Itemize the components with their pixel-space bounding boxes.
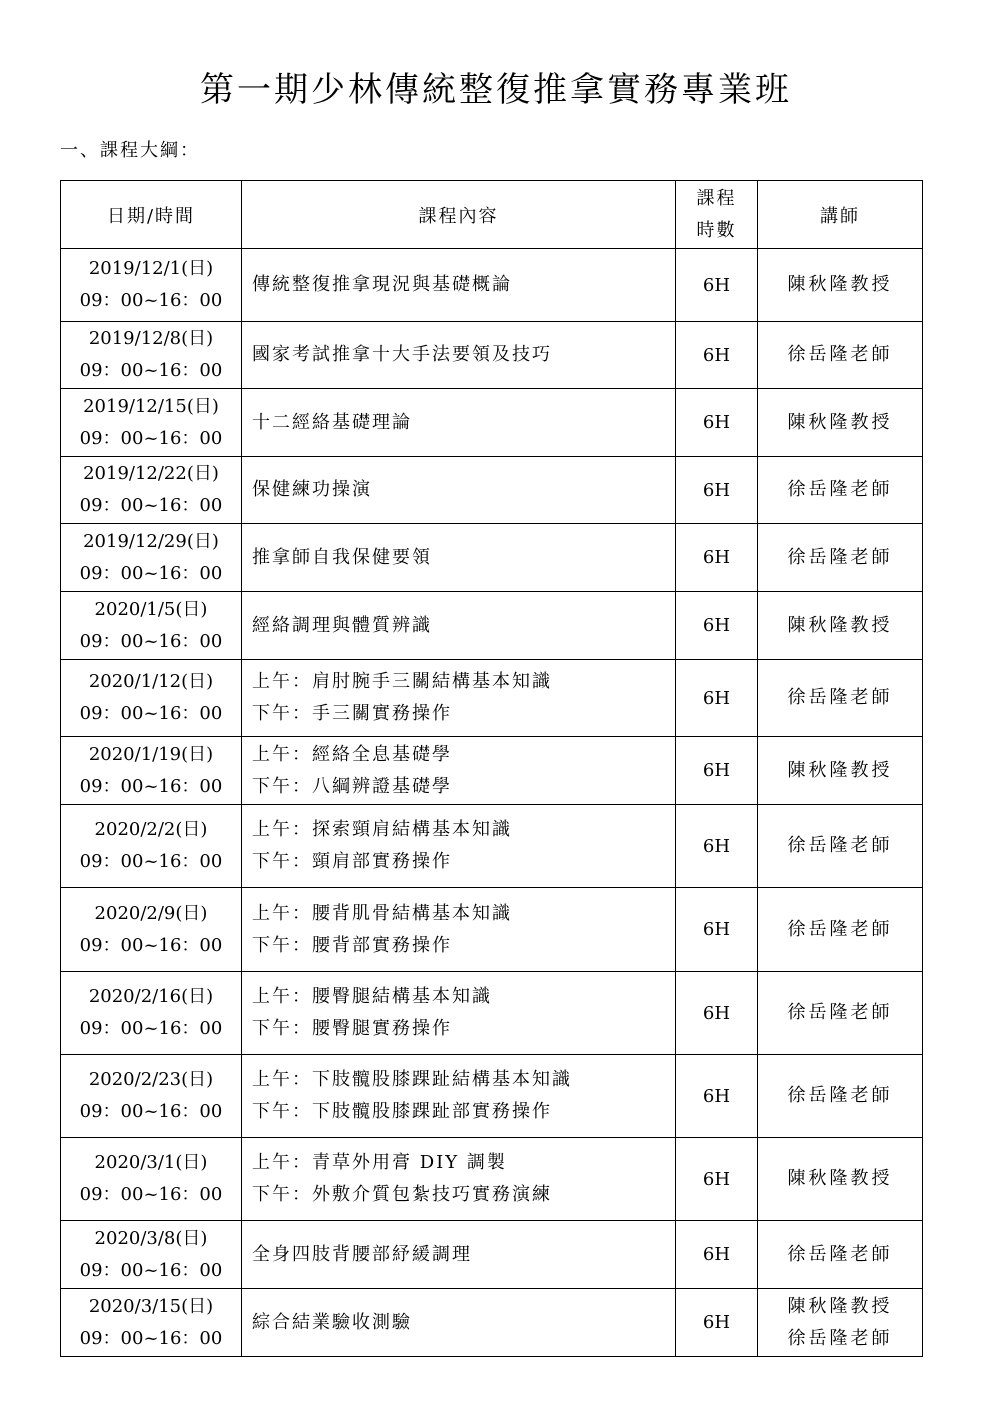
table-row bbox=[61, 737, 923, 805]
cell-date-time bbox=[61, 660, 242, 737]
cell-teacher bbox=[758, 322, 923, 389]
cell-teacher bbox=[758, 524, 923, 592]
table-row bbox=[61, 457, 923, 524]
cell-course-content bbox=[242, 389, 676, 457]
time-text: 09：00~16：00 bbox=[79, 775, 223, 797]
cell-hours: 6H bbox=[676, 1055, 758, 1138]
cell-date-time bbox=[61, 1138, 242, 1221]
cell-teacher bbox=[758, 1289, 923, 1357]
page-title: 第一期少林傳統整復推拿實務專業班 bbox=[200, 70, 792, 110]
date-text: 2019/12/29(日) bbox=[83, 530, 219, 552]
table-row bbox=[61, 972, 923, 1055]
date-text: 2019/12/8(日) bbox=[88, 328, 214, 349]
table-row bbox=[61, 1138, 923, 1221]
cell-teacher bbox=[758, 1055, 923, 1138]
course-line: 推拿師自我保健要領 bbox=[252, 546, 432, 568]
teacher-name: 徐岳隆老師 bbox=[787, 835, 893, 856]
course-line: 下午：腰臀腿實務操作 bbox=[252, 1018, 452, 1039]
teacher-name: 陳秋隆教授 bbox=[787, 614, 893, 636]
cell-teacher bbox=[758, 592, 923, 660]
time-text: 09：00~16：00 bbox=[79, 495, 223, 516]
cell-course-content bbox=[242, 972, 676, 1055]
cell-date-time bbox=[61, 972, 242, 1055]
teacher-name: 陳秋隆教授 bbox=[787, 759, 893, 781]
course-line: 下午：頸肩部實務操作 bbox=[252, 851, 452, 872]
cell-course-content bbox=[242, 249, 676, 322]
time-text: 09：00~16：00 bbox=[79, 1259, 223, 1281]
cell-hours: 6H bbox=[676, 592, 758, 660]
cell-hours: 6H bbox=[676, 1138, 758, 1221]
course-schedule-table bbox=[60, 180, 923, 1357]
teacher-name: 徐岳隆老師 bbox=[787, 1002, 893, 1023]
teacher-name: 陳秋隆教授 bbox=[787, 274, 893, 295]
cell-hours: 6H bbox=[676, 972, 758, 1055]
teacher-name: 徐岳隆老師 bbox=[787, 479, 893, 500]
table-header-row bbox=[61, 181, 923, 249]
cell-date-time bbox=[61, 1055, 242, 1138]
table-row bbox=[61, 322, 923, 389]
header-teacher: 講師 bbox=[758, 181, 923, 249]
cell-hours: 6H bbox=[676, 888, 758, 972]
table-row bbox=[61, 1289, 923, 1357]
cell-date-time bbox=[61, 1221, 242, 1289]
cell-date-time bbox=[61, 737, 242, 805]
cell-teacher bbox=[758, 737, 923, 805]
teacher-name: 徐岳隆老師 bbox=[787, 546, 893, 568]
date-text: 2020/3/8(日) bbox=[94, 1227, 208, 1249]
date-text: 2020/3/1(日) bbox=[94, 1152, 208, 1173]
header-date: 日期/時間 bbox=[61, 181, 242, 249]
cell-course-content bbox=[242, 1289, 676, 1357]
teacher-name: 徐岳隆老師 bbox=[787, 1243, 893, 1265]
header-hours-line2: 時數 bbox=[696, 219, 737, 241]
cell-course-content bbox=[242, 1055, 676, 1138]
teacher-name: 陳秋隆教授 bbox=[787, 1295, 893, 1317]
cell-teacher bbox=[758, 1138, 923, 1221]
cell-date-time bbox=[61, 322, 242, 389]
cell-course-content bbox=[242, 660, 676, 737]
cell-date-time bbox=[61, 592, 242, 660]
table-row bbox=[61, 1055, 923, 1138]
date-text: 2020/2/2(日) bbox=[94, 819, 208, 840]
teacher-name: 徐岳隆老師 bbox=[787, 687, 893, 708]
cell-teacher bbox=[758, 972, 923, 1055]
date-text: 2019/12/1(日) bbox=[88, 258, 214, 279]
cell-date-time bbox=[61, 805, 242, 888]
cell-hours: 6H bbox=[676, 457, 758, 524]
course-line: 上午：腰背肌骨結構基本知識 bbox=[252, 902, 512, 924]
course-line: 上午：探索頸肩結構基本知識 bbox=[252, 819, 512, 840]
cell-hours: 6H bbox=[676, 1221, 758, 1289]
header-hours-line1: 課程 bbox=[696, 187, 737, 209]
cell-teacher bbox=[758, 1221, 923, 1289]
section-heading: 一、課程大綱： bbox=[60, 140, 200, 161]
time-text: 09：00~16：00 bbox=[79, 427, 223, 449]
course-line: 上午：青草外用膏 DIY 調製 bbox=[252, 1152, 507, 1173]
time-text: 09：00~16：00 bbox=[79, 630, 223, 652]
cell-date-time bbox=[61, 888, 242, 972]
cell-date-time bbox=[61, 249, 242, 322]
cell-hours: 6H bbox=[676, 805, 758, 888]
course-line: 下午：下肢髖股膝踝趾部實務操作 bbox=[252, 1101, 552, 1122]
table-row bbox=[61, 524, 923, 592]
date-text: 2020/1/12(日) bbox=[88, 671, 214, 692]
date-text: 2019/12/15(日) bbox=[83, 395, 219, 417]
course-line: 十二經絡基礎理論 bbox=[252, 411, 412, 433]
cell-hours: 6H bbox=[676, 660, 758, 737]
cell-hours: 6H bbox=[676, 1289, 758, 1357]
course-line: 經絡調理與體質辨識 bbox=[252, 614, 432, 636]
cell-course-content bbox=[242, 524, 676, 592]
date-text: 2020/3/15(日) bbox=[88, 1295, 214, 1317]
cell-teacher bbox=[758, 888, 923, 972]
course-line: 下午：八綱辨證基礎學 bbox=[252, 775, 452, 797]
cell-hours: 6H bbox=[676, 322, 758, 389]
cell-course-content bbox=[242, 322, 676, 389]
table-row bbox=[61, 249, 923, 322]
table-row bbox=[61, 660, 923, 737]
course-line: 上午：肩肘腕手三關結構基本知識 bbox=[252, 671, 552, 692]
cell-teacher bbox=[758, 389, 923, 457]
date-text: 2020/1/19(日) bbox=[88, 743, 214, 765]
time-text: 09：00~16：00 bbox=[79, 1327, 223, 1349]
teacher-name: 徐岳隆老師 bbox=[787, 344, 893, 365]
table-row bbox=[61, 1221, 923, 1289]
time-text: 09：00~16：00 bbox=[79, 1018, 223, 1039]
teacher-name: 徐岳隆老師 bbox=[787, 1085, 893, 1106]
teacher-name: 徐岳隆老師 bbox=[787, 918, 893, 940]
course-line: 下午：手三關實務操作 bbox=[252, 703, 452, 724]
cell-teacher bbox=[758, 805, 923, 888]
course-line: 下午：外敷介質包紮技巧實務演練 bbox=[252, 1184, 552, 1205]
cell-date-time bbox=[61, 389, 242, 457]
course-line: 全身四肢背腰部紓緩調理 bbox=[252, 1243, 472, 1265]
time-text: 09：00~16：00 bbox=[79, 1184, 223, 1205]
time-text: 09：00~16：00 bbox=[79, 851, 223, 872]
course-line: 保健練功操演 bbox=[252, 479, 372, 500]
cell-course-content bbox=[242, 805, 676, 888]
header-content: 課程內容 bbox=[242, 181, 676, 249]
table-row bbox=[61, 592, 923, 660]
time-text: 09：00~16：00 bbox=[79, 703, 223, 724]
cell-date-time bbox=[61, 524, 242, 592]
cell-hours: 6H bbox=[676, 524, 758, 592]
table-row bbox=[61, 888, 923, 972]
cell-course-content bbox=[242, 737, 676, 805]
cell-course-content bbox=[242, 1138, 676, 1221]
time-text: 09：00~16：00 bbox=[79, 1101, 223, 1122]
time-text: 09：00~16：00 bbox=[79, 562, 223, 584]
date-text: 2019/12/22(日) bbox=[83, 463, 219, 484]
date-text: 2020/2/9(日) bbox=[94, 902, 208, 924]
teacher-name: 陳秋隆教授 bbox=[787, 1168, 893, 1189]
cell-hours: 6H bbox=[676, 389, 758, 457]
time-text: 09：00~16：00 bbox=[79, 934, 223, 956]
cell-teacher bbox=[758, 457, 923, 524]
course-line: 上午：腰臀腿結構基本知識 bbox=[252, 986, 492, 1007]
cell-course-content bbox=[242, 1221, 676, 1289]
course-line: 國家考試推拿十大手法要領及技巧 bbox=[252, 344, 552, 365]
cell-course-content bbox=[242, 888, 676, 972]
cell-teacher bbox=[758, 249, 923, 322]
header-hours bbox=[676, 181, 758, 249]
table-row bbox=[61, 389, 923, 457]
table-row bbox=[61, 805, 923, 888]
cell-hours: 6H bbox=[676, 737, 758, 805]
course-line: 下午：腰背部實務操作 bbox=[252, 934, 452, 956]
time-text: 09：00~16：00 bbox=[79, 360, 223, 381]
cell-teacher bbox=[758, 660, 923, 737]
course-line: 上午：經絡全息基礎學 bbox=[252, 743, 452, 765]
date-text: 2020/2/23(日) bbox=[88, 1069, 214, 1090]
table-body bbox=[61, 249, 923, 1357]
course-line: 綜合結業驗收測驗 bbox=[252, 1311, 412, 1333]
course-line: 傳統整復推拿現況與基礎概論 bbox=[252, 274, 512, 295]
cell-date-time bbox=[61, 1289, 242, 1357]
date-text: 2020/1/5(日) bbox=[94, 598, 208, 620]
course-line: 上午：下肢髖股膝踝趾結構基本知識 bbox=[252, 1069, 572, 1090]
cell-course-content bbox=[242, 457, 676, 524]
teacher-name: 陳秋隆教授 bbox=[787, 411, 893, 433]
time-text: 09：00~16：00 bbox=[79, 290, 223, 311]
cell-date-time bbox=[61, 457, 242, 524]
cell-course-content bbox=[242, 592, 676, 660]
teacher-name: 徐岳隆老師 bbox=[787, 1327, 893, 1349]
date-text: 2020/2/16(日) bbox=[88, 986, 214, 1007]
cell-hours: 6H bbox=[676, 249, 758, 322]
